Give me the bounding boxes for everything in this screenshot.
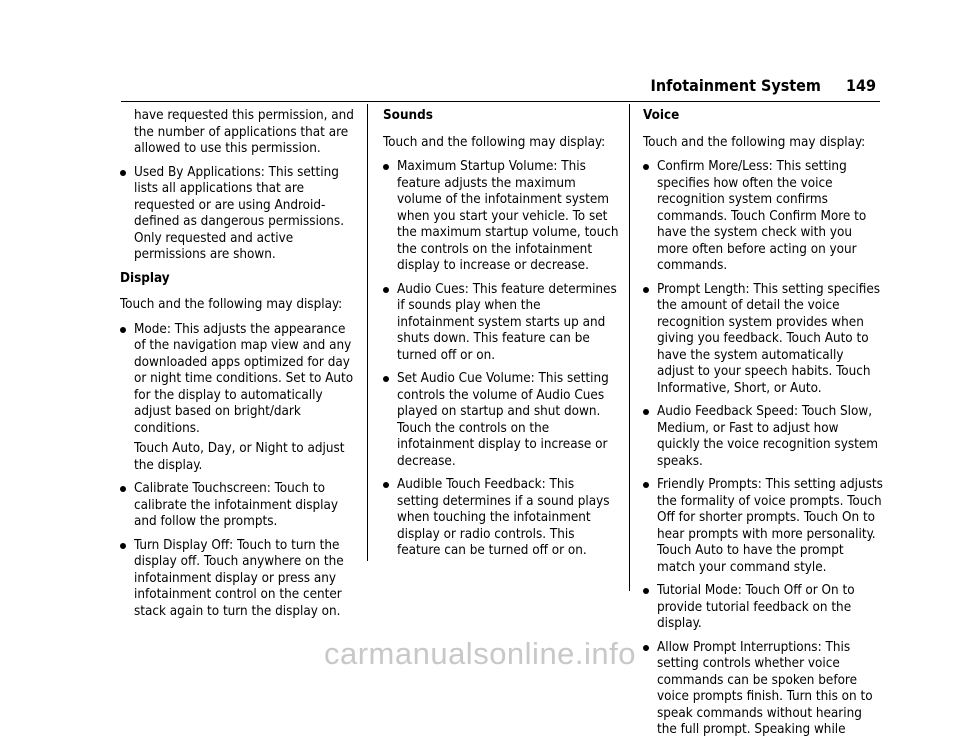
header-rule	[121, 101, 880, 102]
voice-heading: Voice	[643, 108, 680, 123]
bullet-icon	[120, 543, 126, 549]
bullet-icon	[383, 482, 389, 488]
list-item: Set Audio Cue Volume: This setting controls the volume of Audio Cues played on startup and shut down. Touch the controls on the infotainment display to increase or decrease.	[383, 371, 619, 470]
page-header	[651, 76, 876, 95]
bullet-icon	[643, 588, 649, 594]
continued-paragraph: have requested this permission, and the number of applications that are allowed to use this permission.	[134, 108, 354, 156]
bullet-icon	[643, 287, 649, 293]
list-item: Used By Applications: This setting lists all applications that are requested or are using Android-defined as dangerous permissions. Only requested and active permissions are shown.	[120, 165, 356, 264]
permissions-list	[120, 165, 356, 264]
list-item: Audible Touch Feedback: This setting determines if a sound plays when touching the infotainment display or radio controls. This feature can be turned off or on.	[383, 477, 619, 560]
bullet-icon	[120, 486, 126, 492]
list-item: Friendly Prompts: This setting adjusts the formality of voice prompts. Touch Off for shorter prompts. Touch On to hear prompts with more personality. Touch Auto to have the prompt match your command style.	[643, 477, 883, 576]
bullet-icon	[383, 376, 389, 382]
list-item: Allow Prompt Interruptions: This setting controls whether voice commands can be spoken before voice prompts finish. Turn this on to speak commands without hearing the full prompt. Speaking while	[643, 640, 883, 739]
list-item: Audio Cues: This feature determines if sounds play when the infotainment system starts up and shuts down. This feature can be turned off or on.	[383, 282, 619, 365]
column-divider-2	[629, 104, 630, 591]
bullet-icon	[120, 170, 126, 176]
column-middle	[383, 108, 619, 567]
watermark-text: carmanualsonline.info	[323, 636, 637, 671]
list-item: Maximum Startup Volume: This feature adjusts the maximum volume of the infotainment system when you start your vehicle. To set the maximum startup volume, touch the controls on the infotainment display to increase or decrease.	[383, 159, 619, 275]
list-item: Prompt Length: This setting specifies the amount of detail the voice recognition system provides when giving you feedback. Touch Auto to have the system automatically adjust to your speech habits. Touch Informative, Short, or Auto.	[643, 282, 883, 398]
bullet-icon	[643, 164, 649, 170]
bullet-icon	[383, 287, 389, 293]
list-item: Confirm More/Less: This setting specifies how often the voice recognition system confirms commands. Touch Confirm More to have the system check with you more often before acting on your commands.	[643, 159, 883, 275]
column-left	[120, 108, 356, 627]
list-item: Tutorial Mode: Touch Off or On to provide tutorial feedback on the display.	[643, 583, 883, 633]
sounds-intro: Touch and the following may display:	[383, 134, 606, 150]
mode-note: Touch Auto, Day, or Night to adjust the display.	[134, 441, 345, 473]
section-title: Infotainment System	[650, 76, 821, 95]
page-number: 149	[845, 76, 876, 95]
column-divider-1	[367, 104, 368, 561]
display-list	[120, 322, 356, 621]
voice-intro: Touch and the following may display:	[643, 134, 866, 150]
bullet-icon	[643, 409, 649, 415]
list-item: Turn Display Off: Touch to turn the display off. Touch anywhere on the infotainment display or press any infotainment control on the center stack again to turn the display on.	[120, 538, 356, 621]
list-item: Calibrate Touchscreen: Touch to calibrate the infotainment display and follow the prompts.	[120, 481, 356, 531]
bullet-icon	[120, 327, 126, 333]
bullet-icon	[383, 164, 389, 170]
list-item: Mode: This adjusts the appearance of the navigation map view and any downloaded apps optimized for day or night time conditions. Set to Auto for the display to automatically adjust based on bright/dark conditions. Touch Auto, Day, or Night to adjust the display.	[120, 322, 356, 475]
display-heading: Display	[120, 270, 170, 286]
sounds-heading: Sounds	[383, 108, 433, 123]
list-item: Audio Feedback Speed: Touch Slow, Medium, or Fast to adjust how quickly the voice recognition system speaks.	[643, 404, 883, 470]
display-intro: Touch and the following may display:	[120, 297, 343, 312]
bullet-icon	[643, 482, 649, 488]
sounds-list	[383, 159, 619, 560]
